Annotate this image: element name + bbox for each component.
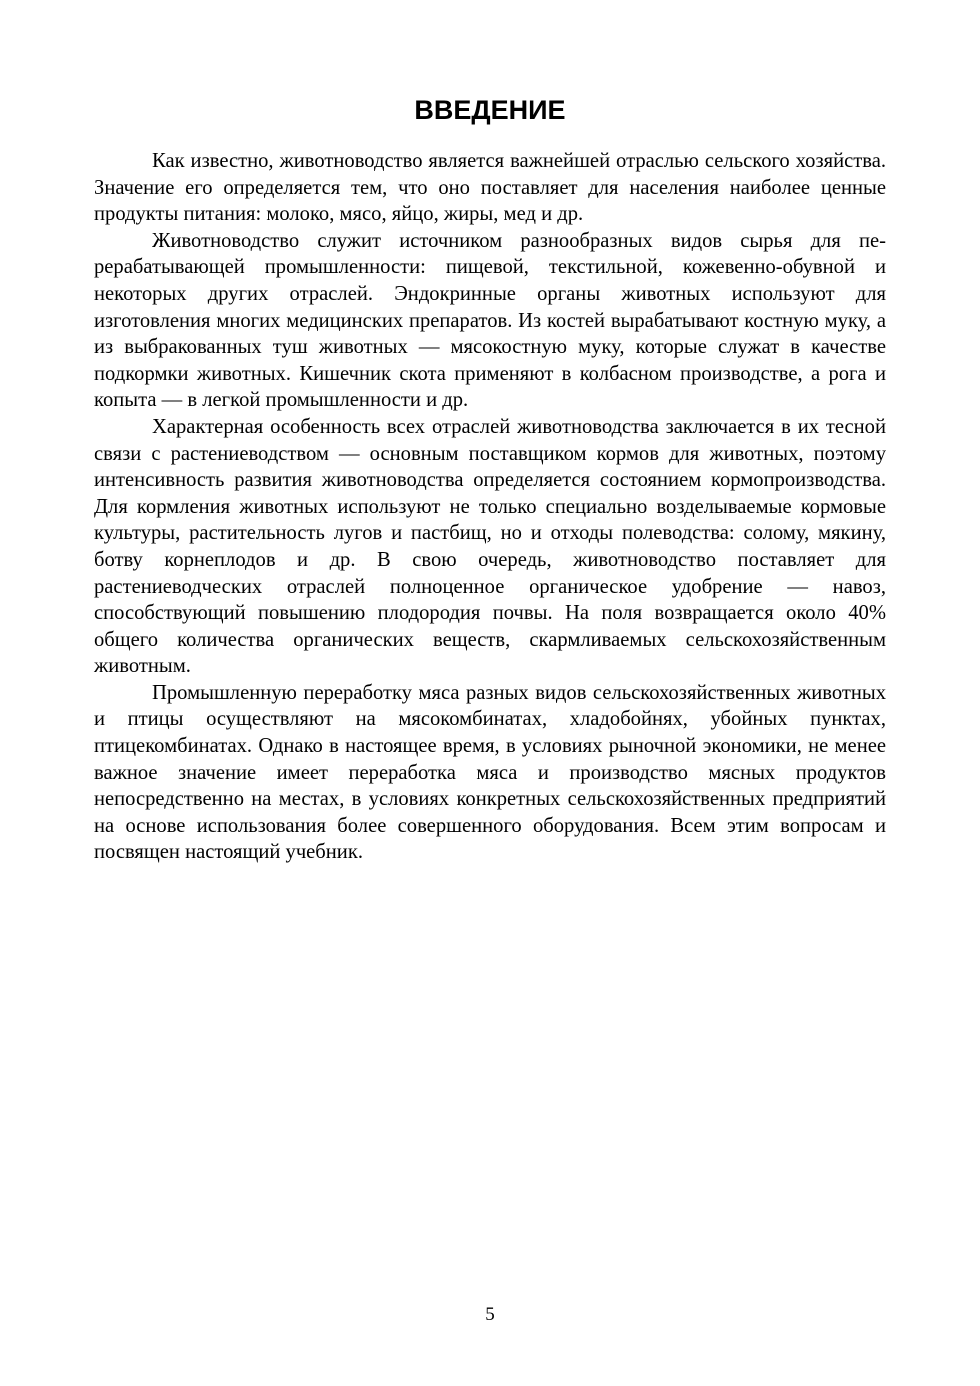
body-text	[94, 148, 886, 866]
paragraph-3: Характерная особенность всех отраслей животноводства заключается в их тесной связи с растениеводством — основным поставщиком кормов для животных, поэтому интенсивность развития животноводства определяется состоянием кормопроизводства. Для кормления животных используют не только специально возделываемые кормовые культуры, растительность лугов и пастбищ, но и отходы полеводства: солому, мякину, ботву корнеплодов и др. В свою очередь, животноводство поставляет для растениеводческих отраслей полноценное органическое удобрение — навоз, способствующий повышению плодородия почвы. На поля возвращается около 40% общего количества органических веществ, скармливаемых сельскохозяйственным животным.	[94, 415, 886, 678]
paragraph-1: Как известно, животноводство является важнейшей отраслью сельского хозяйства. Значение его определяется тем, что оно поставляет для населения наиболее ценные продукты питания: молоко, мясо, яйцо, жиры, мед и др.	[94, 150, 886, 226]
page-number: 5	[485, 1304, 495, 1325]
paragraph-2: Животноводство служит источником разнообразных видов сырья для перерабатывающей промышленности: пищевой, текстильной, кожевенно-обувной и некоторых других отраслей. Эндокринные органы животных используют для изготовления многих медицинских препаратов. Из костей вырабатывают костную муку, а из выбракованных туш животных — мясокостную муку, которые служат в качестве подкормки животных. Кишечник скота применяют в колбасном производстве, а рога и копыта — в легкой промышленности и др.	[94, 229, 886, 412]
paragraph-4: Промышленную переработку мяса разных видов сельскохозяйственных животных и птицы осуществляют на мясокомбинатах, хладобойнях, убойных пунктах, птицекомбинатах. Однако в настоящее время, в условиях рыночной экономики, не менее важное значение имеет переработка мяса и производство мясных продуктов непосредственно на местах, в условиях конкретных сельскохозяйственных предприятий на основе использования более совершенного оборудования. Всем этим вопросам и посвящен настоящий учебник.	[94, 681, 886, 864]
page-title: ВВЕДЕНИЕ	[414, 95, 566, 125]
